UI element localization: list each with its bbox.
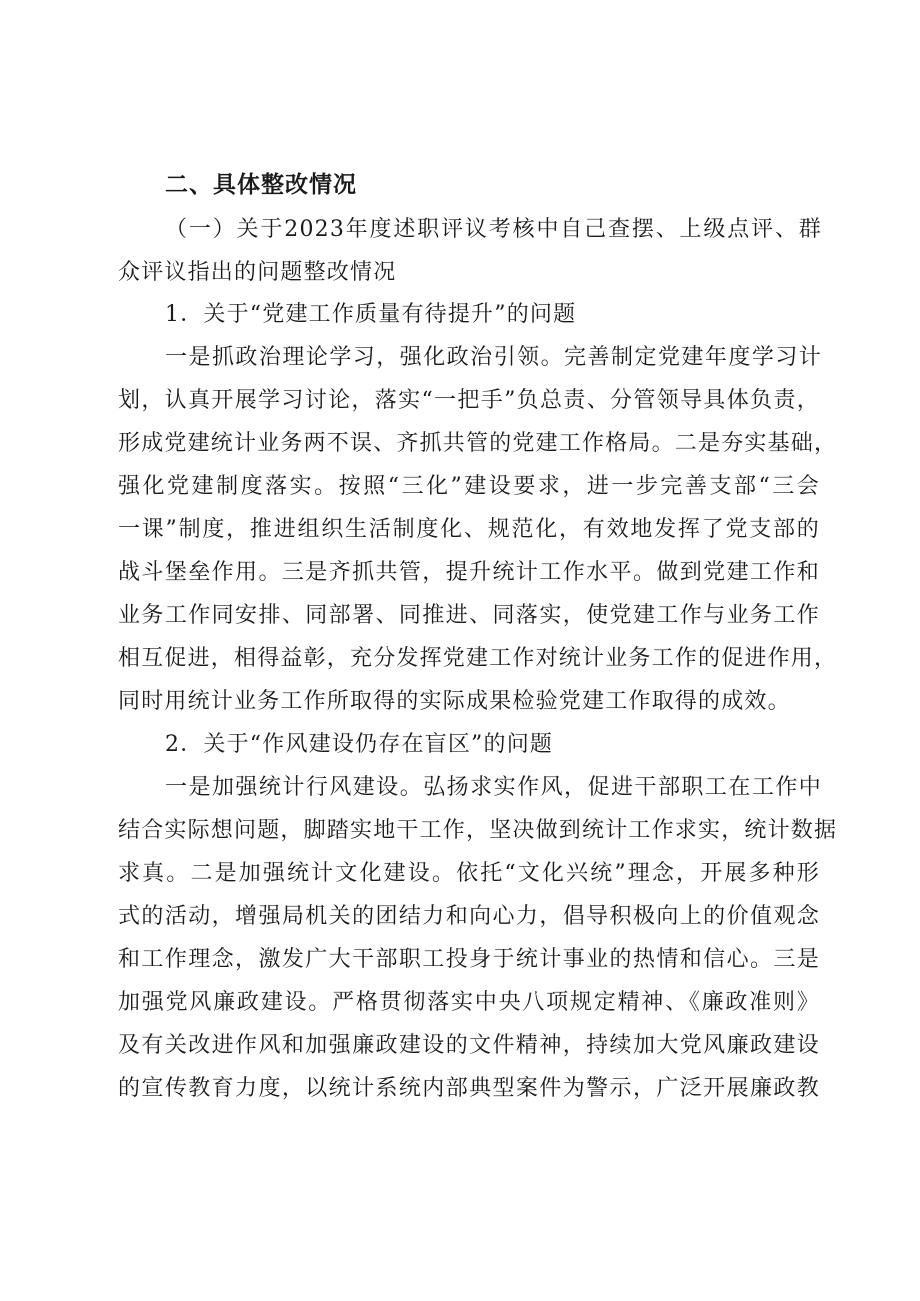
item-1-line-9: 同时用统计业务工作所取得的实际成果检验党建工作取得的成效。 xyxy=(118,689,791,714)
item-2-line-3: 求真。二是加强统计文化建设。依托“文化兴统”理念，开展多种形 xyxy=(118,861,820,886)
item-1-line-5: 一课”制度，推进组织生活制度化、规范化，有效地发挥了党支部的 xyxy=(118,517,820,542)
item-1-line-4: 强化党建制度落实。按照“三化”建设要求，进一步完善支部“三会 xyxy=(118,474,820,499)
item-2-line-6: 加强党风廉政建设。严格贯彻落实中央八项规定精神、《廉政准则》 xyxy=(118,990,820,1015)
item-1-line-1: 一是抓政治理论学习，强化政治引领。完善制定党建年度学习计 xyxy=(165,345,822,370)
item-2-line-8: 的宣传教育力度，以统计系统内部典型案件为警示，广泛开展廉政教 xyxy=(118,1076,820,1101)
item-2-line-4: 式的活动，增强局机关的团结力和向心力，倡导积极向上的价值观念 xyxy=(118,904,820,929)
section-heading: 二、具体整改情况 xyxy=(165,172,357,198)
subsection-title-line-1: （一）关于2023年度述职评议考核中自己查摆、上级点评、群 xyxy=(165,217,822,242)
item-1-line-8: 相互促进，相得益彰，充分发挥党建工作对统计业务工作的促进作用， xyxy=(118,646,838,671)
item-1-title: 1．关于“党建工作质量有待提升”的问题 xyxy=(165,302,577,327)
item-1-line-6: 战斗堡垒作用。三是齐抓共管，提升统计工作水平。做到党建工作和 xyxy=(118,560,820,585)
item-2-title: 2．关于“作风建设仍存在盲区”的问题 xyxy=(165,732,554,757)
item-2-line-1: 一是加强统计行风建设。弘扬求实作风，促进干部职工在工作中 xyxy=(165,775,822,800)
item-2-line-5: 和工作理念，激发广大干部职工投身于统计事业的热情和信心。三是 xyxy=(118,947,820,972)
item-1-line-2: 划，认真开展学习讨论，落实“一把手”负总责、分管领导具体负责， xyxy=(118,388,820,413)
item-1-line-3: 形成党建统计业务两不误、齐抓共管的党建工作格局。二是夯实基础， xyxy=(118,431,838,456)
subsection-title-line-2: 众评议指出的问题整改情况 xyxy=(118,260,397,285)
item-2-line-7: 及有关改进作风和加强廉政建设的文件精神，持续加大党风廉政建设 xyxy=(118,1033,820,1058)
item-2-line-2: 结合实际想问题，脚踏实地干工作，坚决做到统计工作求实，统计数据 xyxy=(118,818,838,843)
item-1-line-7: 业务工作同安排、同部署、同推进、同落实，使党建工作与业务工作 xyxy=(118,603,820,628)
